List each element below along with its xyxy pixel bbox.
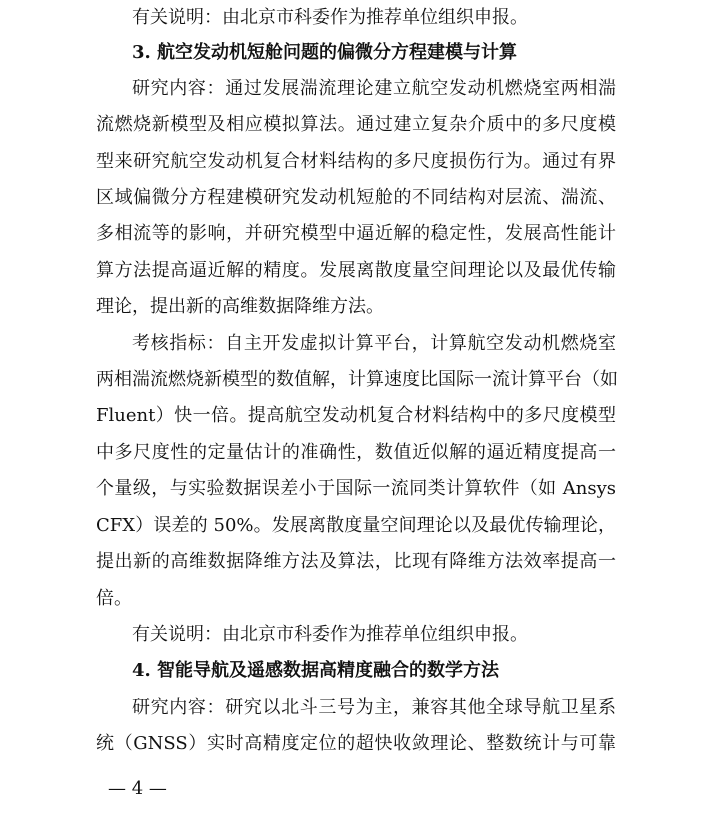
paragraph-line: 多相流等的影响，并研究模型中逼近解的稳定性，发展高性能计 (96, 223, 616, 244)
paragraph-line: Fluent）快一倍。提高航空发动机复合材料结构中的多尺度模型 (96, 405, 616, 426)
section-heading: 3. 航空发动机短舱问题的偏微分方程建模与计算 (132, 42, 518, 63)
paragraph-line: 倍。 (96, 588, 132, 609)
paragraph-line: 理论，提出新的高维数据降维方法。 (96, 296, 384, 317)
paragraph-line: 中多尺度性的定量估计的准确性，数值近似解的逼近精度提高一 (96, 442, 616, 463)
paragraph-line: 研究内容：研究以北斗三号为主，兼容其他全球导航卫星系 (132, 697, 616, 718)
paragraph-line: 统（GNSS）实时高精度定位的超快收敛理论、整数统计与可靠 (96, 733, 616, 754)
paragraph-line: 算方法提高逼近解的精度。发展离散度量空间理论以及最优传输 (96, 260, 616, 281)
paragraph-line: 型来研究航空发动机复合材料结构的多尺度损伤行为。通过有界 (96, 151, 616, 172)
paragraph-line: 流燃烧新模型及相应模拟算法。通过建立复杂介质中的多尺度模 (96, 114, 616, 135)
paragraph-line: 个量级，与实验数据误差小于国际一流同类计算软件（如 Ansys (96, 478, 616, 499)
paragraph-line: CFX）误差的 50%。发展离散度量空间理论以及最优传输理论， (96, 515, 616, 536)
paragraph-line: 两相湍流燃烧新模型的数值解，计算速度比国际一流计算平台（如 (96, 369, 618, 390)
page-number: — 4 — (108, 778, 167, 799)
paragraph-line: 考核指标：自主开发虚拟计算平台，计算航空发动机燃烧室 (132, 333, 616, 354)
note-paragraph: 有关说明：由北京市科委作为推荐单位组织申报。 (132, 7, 528, 28)
paragraph-line: 区域偏微分方程建模研究发动机短舱的不同结构对层流、湍流、 (96, 187, 616, 208)
paragraph-line: 研究内容：通过发展湍流理论建立航空发动机燃烧室两相湍 (132, 78, 616, 99)
note-paragraph: 有关说明：由北京市科委作为推荐单位组织申报。 (132, 624, 528, 645)
section-heading: 4. 智能导航及遥感数据高精度融合的数学方法 (132, 660, 500, 681)
paragraph-line: 提出新的高维数据降维方法及算法，比现有降维方法效率提高一 (96, 551, 616, 572)
